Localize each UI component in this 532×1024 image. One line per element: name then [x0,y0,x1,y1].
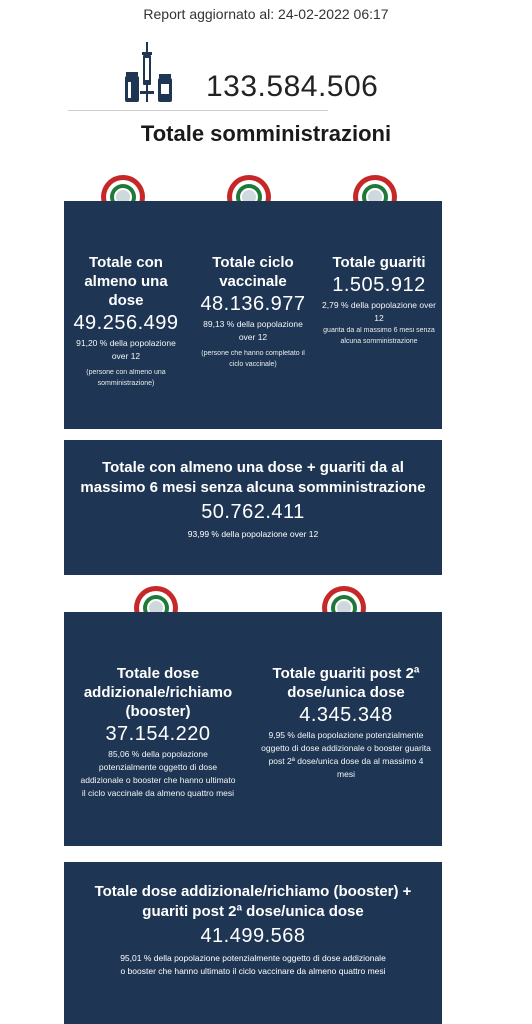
stat-percentage: 85,06 % della popolazione potenzialmente oggetto di dose addizionale o booster che hanno ultimato il ciclo vaccinale da almeno quattro mesi [80,749,236,798]
total-administrations-header [124,42,404,104]
stat-card-booster [74,664,242,800]
stat-number: 48.136.977 [200,293,306,315]
stat-number: 41.499.568 [200,925,306,947]
stat-title: Totale dose addizionale/richiamo (booster) [83,665,233,720]
stat-note: (persone che hanno completato il ciclo vaccinale) [201,350,305,368]
stat-number: 49.256.499 [73,312,179,334]
stat-title: Totale guariti [332,254,426,271]
stat-percentage: 91,20 % della popolazione over 12 [76,338,176,361]
stat-number: 37.154.220 [105,723,211,745]
stat-number: 50.762.411 [201,501,305,523]
stat-card-recovered-post-dose [260,664,432,781]
stat-percentage: 95,01 % della popolazione potenzialmente oggetto di dose addizionale o booster che hanno ultimato il ciclo vaccinare da almeno quattro mesi [120,953,386,976]
stat-card-booster-plus-recovered [64,882,442,978]
stat-title: Totale dose addizionale/richiamo (booster) + guariti post 2ª dose/unica dose [94,883,412,920]
total-administrations-label: Totale somministrazioni [140,121,392,146]
stat-percentage: 2,79 % della popolazione over 12 [322,300,436,323]
stat-note: guarita da al massimo 6 mesi senza alcuna somministrazione [323,327,435,345]
stat-note: (persone con almeno una somministrazione) [86,369,166,387]
divider [68,110,328,111]
vaccine-icon [124,42,174,104]
stat-title: Totale con almeno una dose + guariti da al massimo 6 mesi senza alcuna somministrazione [80,459,426,496]
stat-number: 4.345.348 [299,704,393,726]
booster-summary-panel [64,612,442,846]
stat-title: Totale guariti post 2ª dose/unica dose [272,665,420,701]
stat-title: Totale ciclo vaccinale [212,254,294,290]
report-updated-date: Report aggiornato al: 24-02-2022 06:17 [143,6,389,22]
stat-card-dose-plus-recovered [64,458,442,541]
stat-card-recovered [322,253,436,347]
stat-percentage: 89,13 % della popolazione over 12 [203,319,303,342]
dose-plus-recovered-panel [64,440,442,575]
stat-percentage: 93,99 % della popolazione over 12 [187,529,319,539]
stat-title: Totale con almeno una dose [84,254,168,309]
stat-card-at-least-one-dose [70,253,182,389]
vaccination-summary-panel [64,201,442,429]
stat-percentage: 9,95 % della popolazione potenzialmente oggetto di dose addizionale o booster guarita post 2ª dose/unica dose da al massimo 4 mesi [261,730,431,779]
booster-plus-recovered-panel [64,862,442,1024]
total-administrations-number: 133.584.506 [206,70,379,103]
stat-card-full-cycle [195,253,311,370]
stat-number: 1.505.912 [332,274,426,296]
